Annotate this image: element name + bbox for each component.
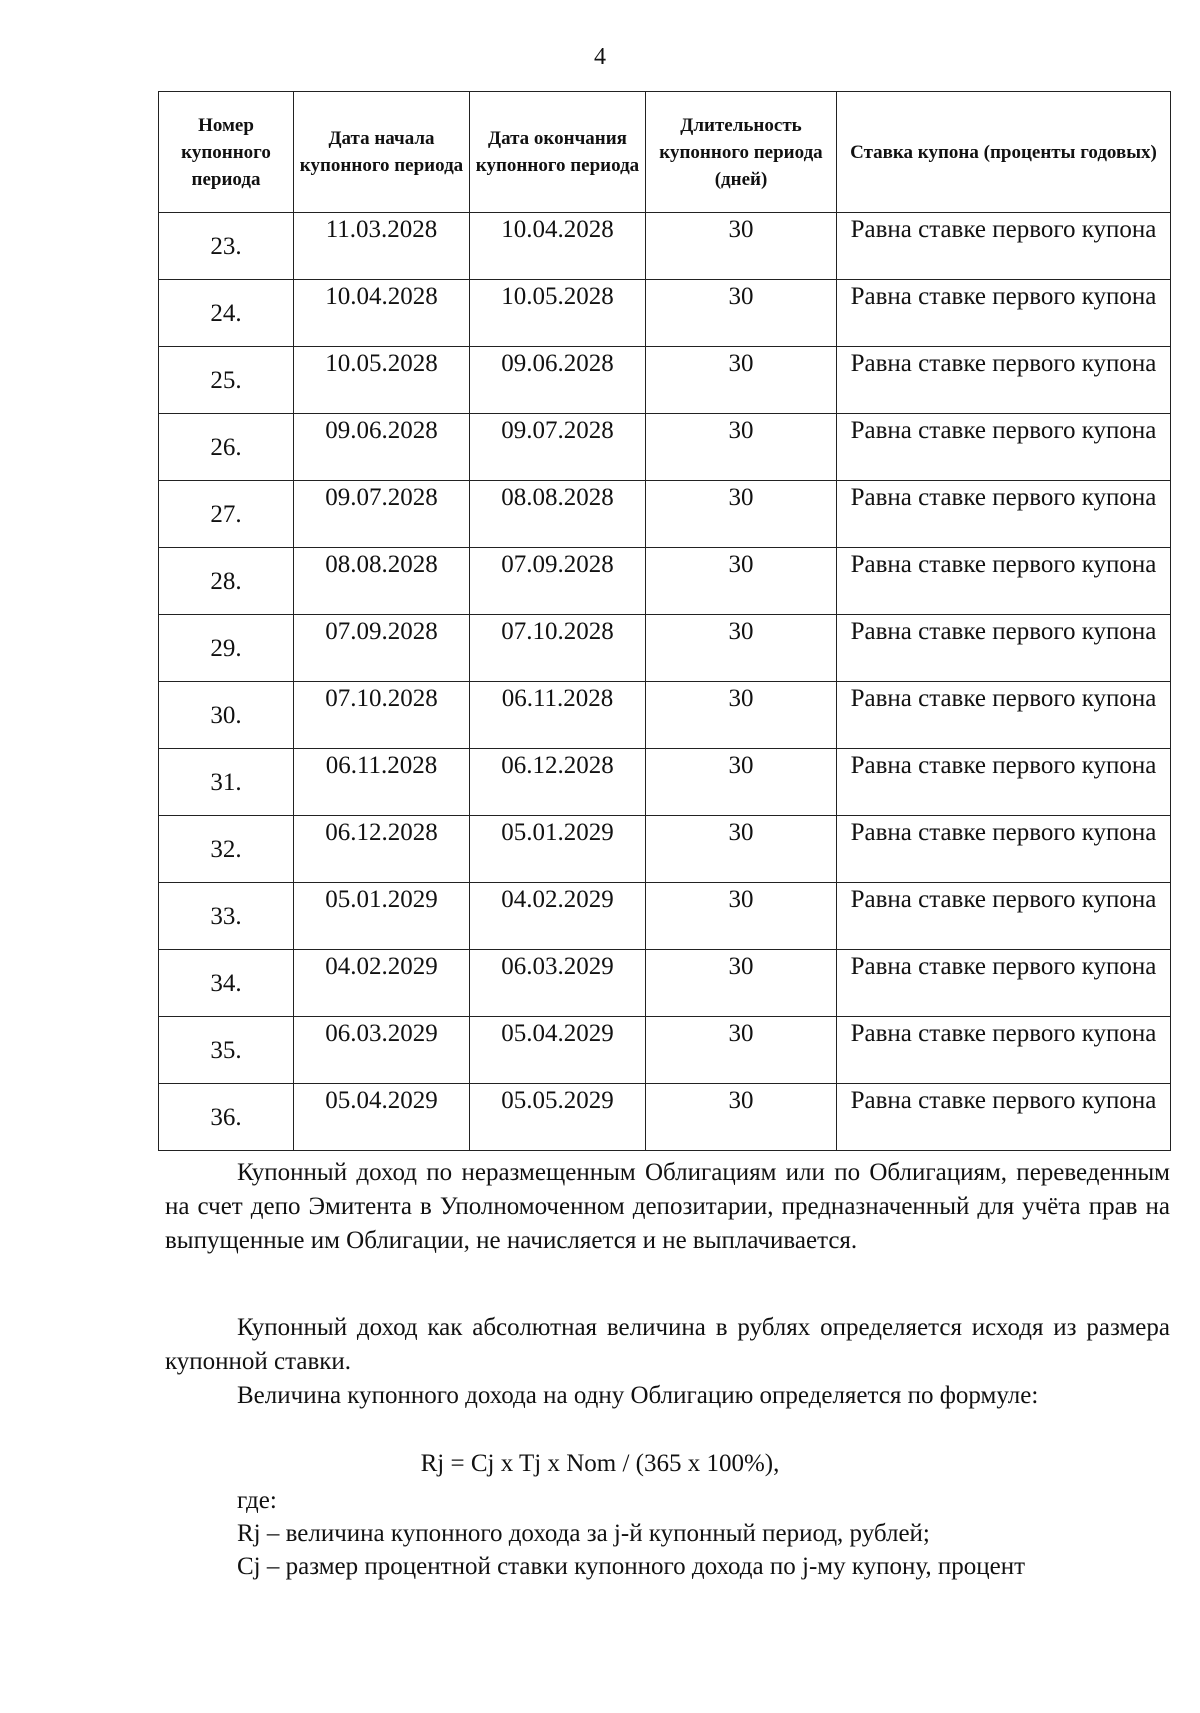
table-body [159,213,1171,1151]
start-date-cell: 06.03.2029 [294,1017,470,1084]
table-row [159,347,1171,414]
start-date-cell: 07.10.2028 [294,682,470,749]
coupon-rate-cell: Равна ставке первого купона [837,816,1171,883]
start-date-cell: 10.05.2028 [294,347,470,414]
table-row [159,414,1171,481]
coupon-rate-cell: Равна ставке первого купона [837,414,1171,481]
table-row [159,883,1171,950]
end-date-cell: 06.12.2028 [470,749,646,816]
paragraph-formula-intro: Величина купонного дохода на одну Облигацию определяется по формуле: [237,1382,1039,1409]
start-date-cell: 09.07.2028 [294,481,470,548]
duration-cell: 30 [646,816,837,883]
table-row [159,1084,1171,1151]
start-date-cell: 06.12.2028 [294,816,470,883]
duration-cell: 30 [646,414,837,481]
coupon-rate-cell: Равна ставке первого купона [837,481,1171,548]
table-row [159,816,1171,883]
table-row [159,615,1171,682]
period-number-cell: 27. [159,481,294,548]
table-row [159,213,1171,280]
table-header-row [159,92,1171,213]
period-number-cell: 35. [159,1017,294,1084]
period-number-cell: 23. [159,213,294,280]
duration-cell: 30 [646,950,837,1017]
duration-cell: 30 [646,481,837,548]
start-date-cell: 08.08.2028 [294,548,470,615]
header-end-date: Дата окончания купонного периода [470,92,646,213]
start-date-cell: 05.04.2029 [294,1084,470,1151]
coupon-rate-cell: Равна ставке первого купона [837,280,1171,347]
duration-cell: 30 [646,615,837,682]
table-row [159,280,1171,347]
definition-cj: Cj – размер процентной ставки купонного дохода по j-му купону, процент [237,1553,1026,1580]
table-row [159,548,1171,615]
period-number-cell: 31. [159,749,294,816]
period-number-cell: 24. [159,280,294,347]
table-row [159,481,1171,548]
end-date-cell: 07.09.2028 [470,548,646,615]
coupon-rate-cell: Равна ставке первого купона [837,347,1171,414]
end-date-cell: 06.03.2029 [470,950,646,1017]
period-number-cell: 34. [159,950,294,1017]
duration-cell: 30 [646,213,837,280]
end-date-cell: 10.05.2028 [470,280,646,347]
formula: Rj = Cj x Tj x Nom / (365 x 100%), [420,1450,780,1477]
start-date-cell: 11.03.2028 [294,213,470,280]
table-row [159,1017,1171,1084]
period-number-cell: 32. [159,816,294,883]
duration-cell: 30 [646,682,837,749]
duration-cell: 30 [646,280,837,347]
start-date-cell: 04.02.2029 [294,950,470,1017]
header-period-number: Номер купонного периода [159,92,294,213]
end-date-cell: 09.06.2028 [470,347,646,414]
start-date-cell: 10.04.2028 [294,280,470,347]
end-date-cell: 04.02.2029 [470,883,646,950]
end-date-cell: 05.04.2029 [470,1017,646,1084]
coupon-rate-cell: Равна ставке первого купона [837,1084,1171,1151]
period-number-cell: 30. [159,682,294,749]
period-number-cell: 26. [159,414,294,481]
start-date-cell: 05.01.2029 [294,883,470,950]
table-row [159,682,1171,749]
period-number-cell: 25. [159,347,294,414]
end-date-cell: 09.07.2028 [470,414,646,481]
header-start-date: Дата начала купонного периода [294,92,470,213]
page-number: 4 [594,44,606,70]
end-date-cell: 05.01.2029 [470,816,646,883]
coupon-schedule-table [158,91,1171,1151]
period-number-cell: 33. [159,883,294,950]
end-date-cell: 05.05.2029 [470,1084,646,1151]
paragraph-coupon-income: Купонный доход как абсолютная величина в рублях определяется исходя из размера купонной ставки. [165,1314,1170,1375]
where-label: где: [237,1487,277,1514]
start-date-cell: 07.09.2028 [294,615,470,682]
end-date-cell: 08.08.2028 [470,481,646,548]
table-row [159,950,1171,1017]
duration-cell: 30 [646,548,837,615]
period-number-cell: 29. [159,615,294,682]
table-row [159,749,1171,816]
duration-cell: 30 [646,749,837,816]
coupon-rate-cell: Равна ставке первого купона [837,883,1171,950]
paragraph-unplaced-bonds: Купонный доход по неразмещенным Облигациям или по Облигациям, переведенным на счет депо Эмитента в Уполномоченном депозитарии, предназначенный для учёта прав на выпущенные им Облигации, не начисляется и не выплачивается. [165,1159,1170,1254]
period-number-cell: 28. [159,548,294,615]
coupon-rate-cell: Равна ставке первого купона [837,615,1171,682]
header-duration: Длительность купонного периода (дней) [646,92,837,213]
period-number-cell: 36. [159,1084,294,1151]
end-date-cell: 07.10.2028 [470,615,646,682]
start-date-cell: 09.06.2028 [294,414,470,481]
duration-cell: 30 [646,347,837,414]
header-coupon-rate: Ставка купона (проценты годовых) [837,92,1171,213]
end-date-cell: 06.11.2028 [470,682,646,749]
coupon-rate-cell: Равна ставке первого купона [837,950,1171,1017]
duration-cell: 30 [646,1084,837,1151]
coupon-rate-cell: Равна ставке первого купона [837,548,1171,615]
duration-cell: 30 [646,883,837,950]
definition-rj: Rj – величина купонного дохода за j-й купонный период, рублей; [237,1520,930,1547]
coupon-rate-cell: Равна ставке первого купона [837,682,1171,749]
coupon-rate-cell: Равна ставке первого купона [837,749,1171,816]
coupon-rate-cell: Равна ставке первого купона [837,213,1171,280]
end-date-cell: 10.04.2028 [470,213,646,280]
duration-cell: 30 [646,1017,837,1084]
start-date-cell: 06.11.2028 [294,749,470,816]
coupon-rate-cell: Равна ставке первого купона [837,1017,1171,1084]
